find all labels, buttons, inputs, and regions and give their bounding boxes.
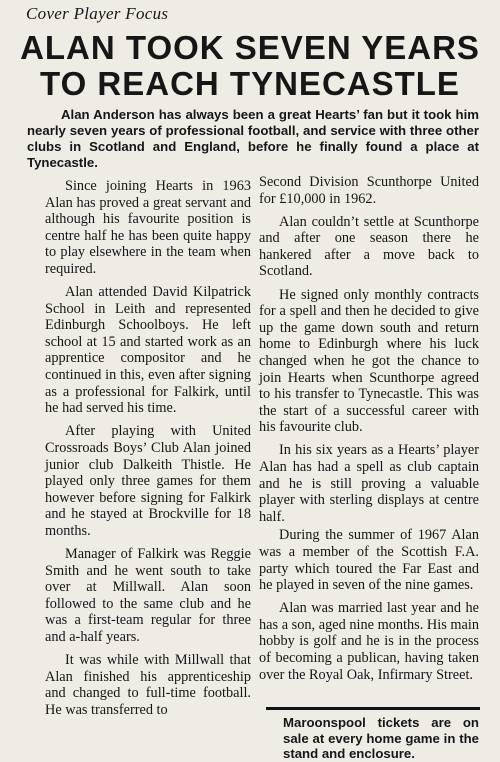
notice-divider	[266, 707, 480, 710]
article-paragraph: After playing with United Crossroads Boys’ Club Alan joined junior club Dalkeith Thistle. He played only three games for them however before signing for Falkirk and he stayed at Brockville for 18 months.	[45, 423, 251, 539]
article-paragraph: During the summer of 1967 Alan was a member of the Scottish F.A. party which toured the Far East and he played in seven of the nine games.	[259, 527, 479, 594]
headline-line-2: TO REACH TYNECASTLE	[40, 65, 460, 102]
article-paragraph: Since joining Hearts in 1963 Alan has proved a great servant and although his favourite position is centre half he has been quite happy to play elsewhere in the team when required.	[45, 178, 251, 277]
left-column	[45, 178, 251, 725]
article-paragraph: He signed only monthly contracts for a spell and then he decided to give up the game down south and return home to Edinburgh where his luck changed when he got the chance to join Hearts when Scunthorpe agreed to his transfer to Tynecastle. This was the start of a successful career with his favourite club.	[259, 286, 479, 436]
article-paragraph: Alan couldn’t settle at Scunthorpe and after one season there he hankered after a move back to Scotland.	[259, 213, 479, 280]
article-paragraph: Second Division Scunthorpe United for £10,000 in 1962.	[259, 174, 479, 207]
article-paragraph: Manager of Falkirk was Reggie Smith and he went south to take over at Millwall. Alan soon followed to the same club and he was a first-team regular for three and a-half years.	[45, 545, 251, 645]
right-column	[259, 174, 479, 690]
article-paragraph: In his six years as a Hearts’ player Alan has had a spell as club captain and he is still proving a valuable player with sterling displays at centre half.	[259, 442, 479, 525]
intro-paragraph: Alan Anderson has always been a great Hearts’ fan but it took him nearly seven years of professional football, and service with three other clubs in Scotland and England, before he finally found a place at Tynecastle.	[27, 107, 479, 170]
section-label: Cover Player Focus	[26, 4, 169, 23]
maroonspool-notice: Maroonspool tickets are on sale at every home game in the stand and enclosure.	[283, 715, 479, 761]
article-paragraph: It was while with Millwall that Alan finished his apprenticeship and changed to full-time football. He was transferred to	[45, 652, 251, 718]
article-paragraph: Alan attended David Kilpatrick School in Leith and represented Edinburgh Schoolboys. He left school at 15 and started work as an apprentice compositor and he continued in this, even after signing as a professional for Falkirk, until he had served his time.	[45, 284, 251, 417]
headline-line-1: ALAN TOOK SEVEN YEARS	[20, 29, 480, 66]
article-paragraph: Alan was married last year and he has a son, aged nine months. His main hobby is golf and he is in the process of becoming a publican, having taken over the Royal Oak, Infirmary Street.	[259, 600, 479, 683]
headline	[14, 30, 486, 102]
